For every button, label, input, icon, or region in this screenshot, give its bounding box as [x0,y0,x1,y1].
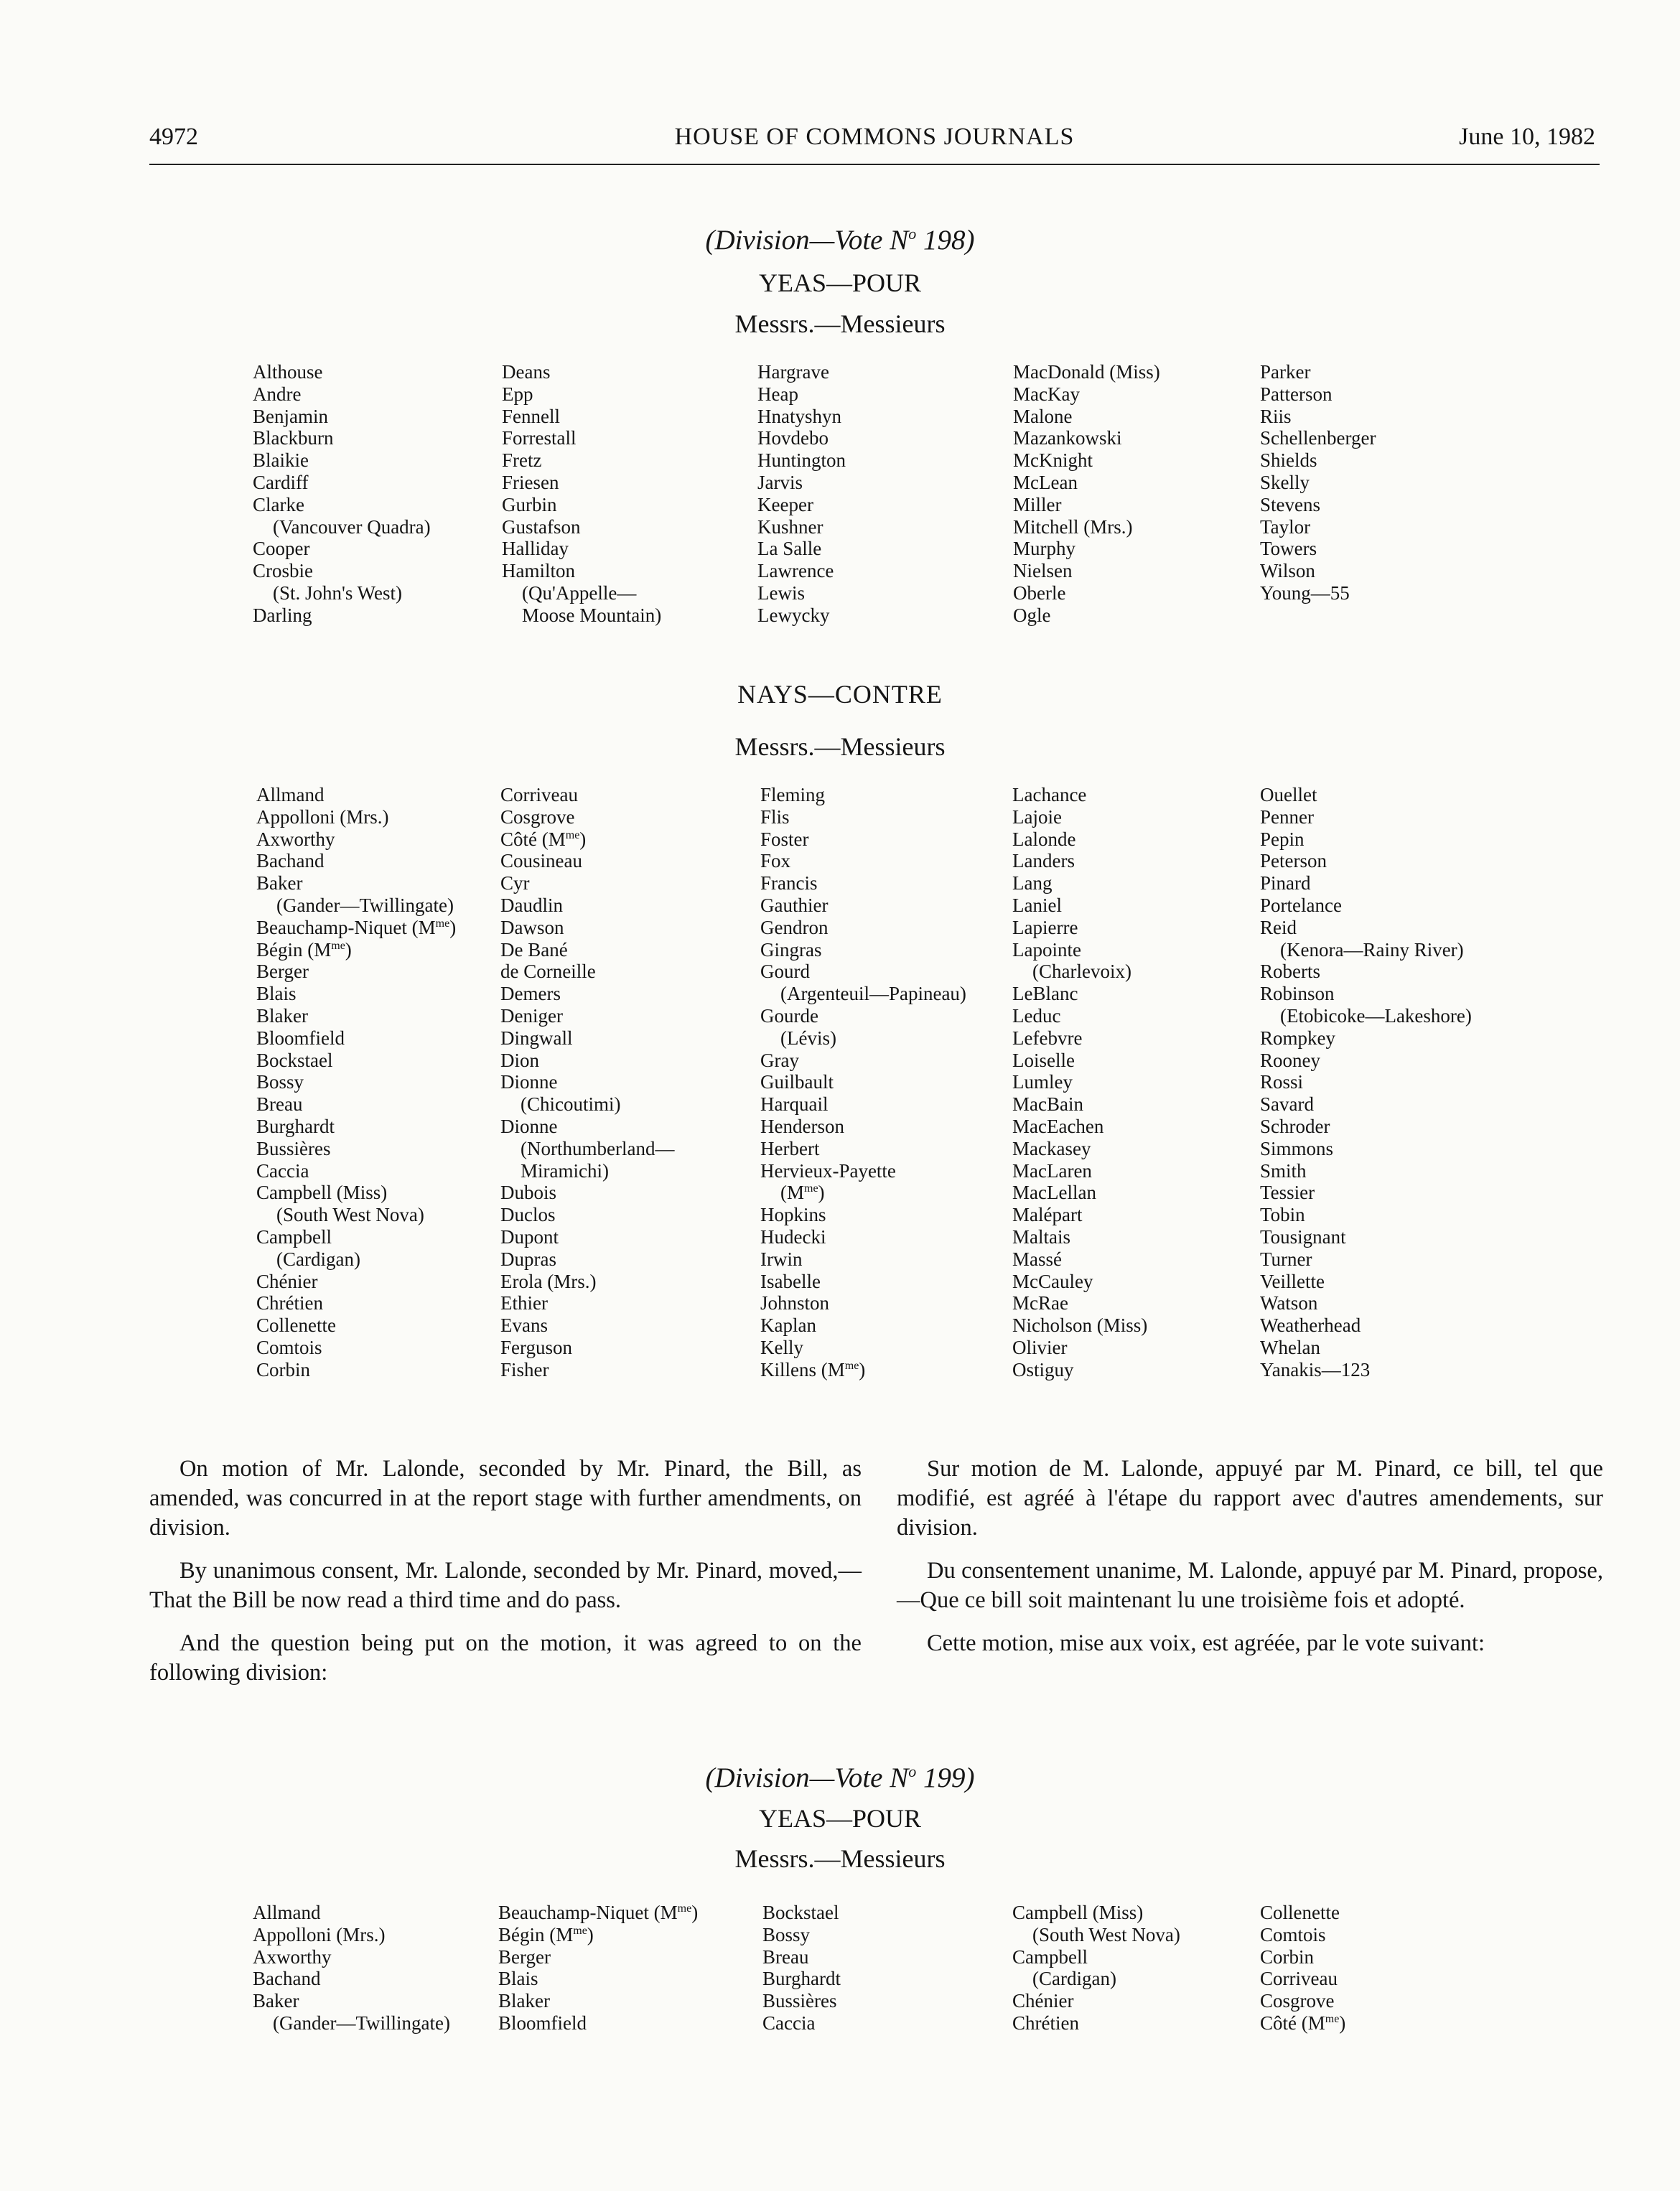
member-name: Lachance [1012,784,1087,805]
member-name: Schellenberger [1260,427,1376,449]
member-name: Hervieux-Payette [760,1159,896,1182]
member-name: Benjamin [253,405,328,427]
member-name: Allmand [253,1902,321,1923]
member-name: Burghardt [256,1115,335,1137]
member-name: Ostiguy [1012,1358,1074,1381]
member-name: Pepin [1260,828,1305,850]
member-name: Mitchell (Mrs.) [1013,515,1133,538]
member-name: Landers [1012,850,1075,872]
member-name: Savard [1260,1093,1314,1116]
member-name: Leduc [1012,1004,1061,1027]
member-name: Oberle [1013,581,1066,604]
member-name: Herbert [760,1137,820,1159]
yeas-199-column [1012,1902,1180,2034]
member-name: Towers [1260,538,1317,560]
member-name: Lawrence [757,560,834,582]
member-riding: (Qu'Appelle— [522,581,637,604]
member-riding: Moose Mountain) [522,604,662,626]
motion-paragraph: On motion of Mr. Lalonde, seconded by Mr. Pinard, the Bill, as amended, was concurred in at the report stage with further amendments, on division. [149,1456,862,1541]
member-name: Breau [256,1093,303,1116]
member-name: Reid [1260,916,1297,938]
member-name: Whelan [1260,1336,1320,1358]
yeas-198-column [502,361,661,627]
member-name: Daudlin [500,894,563,916]
member-name: Appolloni (Mrs.) [253,1923,386,1945]
member-name: de Corneille [500,961,596,983]
member-name: Mazankowski [1013,427,1122,449]
yeas-heading-199: YEAS—POUR [758,1804,922,1833]
member-name: Appolloni (Mrs.) [256,805,389,828]
yeas-198-column [1013,361,1160,627]
member-riding: (Lévis) [780,1027,836,1049]
member-riding: (Kenora—Rainy River) [1280,938,1464,961]
member-name: Massé [1012,1248,1062,1270]
member-name: Simmons [1260,1137,1334,1159]
member-name: Ouellet [1260,784,1317,805]
member-name: MacLellan [1012,1182,1096,1204]
member-name: Turner [1260,1248,1312,1270]
member-name: Caccia [762,2012,816,2034]
messrs-heading-198: Messrs.—Messieurs [734,309,946,338]
member-name: Malépart [1012,1204,1083,1226]
member-name: Blais [498,1968,538,1990]
member-name: Althouse [253,361,323,383]
member-name: Rompkey [1260,1027,1335,1049]
member-name: Dingwall [500,1027,573,1049]
nays-198-column [256,784,456,1381]
member-name: Rossi [1260,1071,1304,1093]
member-riding: (Cardigan) [1032,1968,1116,1990]
member-name: McKnight [1013,449,1093,472]
member-name: Gourd [760,961,810,983]
member-name: Hnatyshyn [757,405,841,427]
member-riding: (Vancouver Quadra) [273,515,431,538]
member-name: Shields [1260,449,1317,472]
member-name: Killens $(M^{me})$ [760,1358,866,1381]
member-riding: (Northumberland— [521,1137,675,1159]
member-name: Henderson [760,1115,844,1137]
division-198-title: (Division—Vote $N^o$ 198) [705,225,975,256]
member-name: Nicholson (Miss) [1012,1314,1148,1337]
member-name: Dionne [500,1071,558,1093]
member-name: Roberts [1260,961,1320,983]
member-riding: (Etobicoke—Lakeshore) [1280,1004,1472,1027]
member-name: Campbell [256,1225,332,1248]
page-header [149,121,1600,165]
member-name: Dupont [500,1225,559,1248]
member-riding: (Charlevoix) [1032,961,1131,983]
member-name: McLean [1013,471,1078,493]
member-name: Cosgrove [1260,1990,1335,2012]
member-riding: (Gander—Twillingate) [276,894,454,916]
member-name: Tousignant [1260,1225,1346,1248]
member-riding: (St. John's West) [273,581,402,604]
member-riding: (Cardigan) [276,1248,360,1270]
member-name: Cyr [500,872,530,894]
member-name: Dawson [500,916,564,938]
member-name: Portelance [1260,894,1342,916]
member-name: Johnston [760,1292,830,1314]
member-name: Rooney [1260,1049,1320,1071]
member-name: Evans [500,1314,548,1337]
member-riding: (South West Nova) [1032,1923,1180,1945]
member-name: Gurbin [502,493,557,515]
member-name: Campbell (Miss) [256,1182,388,1204]
member-name: Tessier [1260,1182,1315,1204]
member-name: Berger [256,961,309,983]
journal-title: HOUSE OF COMMONS JOURNALS [674,123,1075,150]
member-name: Foster [760,828,809,850]
member-name: Lalonde [1012,828,1076,850]
member-name: MacLaren [1012,1159,1092,1182]
member-name: Cooper [253,538,310,560]
member-name: Corriveau [500,784,578,805]
member-name: Campbell (Miss) [1012,1902,1144,1923]
member-name: Halliday [502,538,569,560]
member-name: Lang [1012,872,1053,894]
member-riding: (South West Nova) [276,1204,424,1226]
member-name: Wilson [1260,560,1315,582]
member-name: Cosgrove [500,805,575,828]
member-name: MacKay [1013,383,1080,405]
yeas-199-column [498,1902,698,2034]
member-name: Corriveau [1260,1968,1338,1990]
member-name: Darling [253,604,312,626]
member-name: Campbell [1012,1945,1088,1968]
yeas-199-column [1260,1902,1345,2034]
member-name: Olivier [1012,1336,1068,1358]
member-name: Kushner [757,515,823,538]
motion-paragraph: And the question being put on the motion, it was agreed to on the following division: [149,1630,862,1686]
member-name: Riis [1260,405,1292,427]
member-name: LeBlanc [1012,983,1078,1005]
member-name: McCauley [1012,1270,1093,1292]
member-name: Côté $(M^{me})$ [500,828,587,850]
member-name: Gauthier [760,894,829,916]
member-name: Dupras [500,1248,556,1270]
member-name: Dubois [500,1182,557,1204]
member-name: Comtois [256,1336,322,1358]
member-name: Chrétien [256,1292,323,1314]
member-name: Lefebvre [1012,1027,1083,1049]
member-name: Axworthy [253,1945,332,1968]
member-name: Bloomfield [498,2012,587,2034]
journal-date: June 10, 1982 [1459,123,1595,150]
member-name: Lumley [1012,1071,1073,1093]
member-name: Kelly [760,1336,803,1358]
member-riding: $(M^{me})$ [780,1182,825,1204]
division-199-title: (Division—Vote $N^o$ 199) [705,1762,975,1793]
messrs-heading-199: Messrs.—Messieurs [734,1844,946,1873]
member-name: Blaker [498,1990,550,2012]
member-name: Parker [1260,361,1311,383]
page-number: 4972 [149,123,198,150]
member-name: MacBain [1012,1093,1083,1116]
member-name: Blais [256,983,297,1005]
member-name: Beauchamp-Niquet $(M^{me})$ [498,1902,699,1923]
yeas-198-column [757,361,846,627]
member-name: Chrétien [1012,2012,1079,2034]
member-name: Heap [757,383,798,405]
member-name: Murphy [1013,538,1075,560]
member-name: Laniel [1012,894,1062,916]
member-name: Demers [500,983,561,1005]
member-name: Taylor [1260,515,1311,538]
member-name: Watson [1260,1292,1318,1314]
member-name: Kaplan [760,1314,816,1337]
member-name: Pinard [1260,872,1311,894]
nays-198-column [1260,784,1472,1381]
yeas-heading-198: YEAS—POUR [758,268,922,297]
member-name: Blaikie [253,449,309,472]
member-name: Lapointe [1012,938,1081,961]
member-name: Hudecki [760,1225,826,1248]
member-name: Beauchamp-Niquet $(M^{me})$ [256,916,457,938]
member-name: Veillette [1260,1270,1325,1292]
member-name: Lapierre [1012,916,1078,938]
member-name: Bachand [253,1968,321,1990]
member-name: Dion [500,1049,539,1071]
member-name: Deniger [500,1004,563,1027]
member-name: MacDonald (Miss) [1013,361,1160,383]
member-name: Lajoie [1012,805,1062,828]
member-name: Erola (Mrs.) [500,1270,597,1292]
member-name: Harquail [760,1093,829,1116]
member-name: Gourde [760,1004,818,1027]
member-name: Blackburn [253,427,334,449]
member-name: Cousineau [500,850,582,872]
member-name: Burghardt [762,1968,841,1990]
member-name: Bossy [762,1923,811,1945]
member-name: Nielsen [1013,560,1073,582]
member-name: Francis [760,872,818,894]
motion-french [897,1454,1603,1672]
member-name: Robinson [1260,983,1335,1005]
member-name: Collenette [256,1314,336,1337]
member-name: Dionne [500,1115,558,1137]
member-name: Friesen [502,471,559,493]
motion-english [149,1454,862,1701]
member-name: Crosbie [253,560,313,582]
member-name: Bachand [256,850,325,872]
member-name: MacEachen [1012,1115,1104,1137]
member-name: Lewycky [757,604,830,626]
member-name: Côté $(M^{me})$ [1260,2012,1346,2034]
member-name: Blaker [256,1004,308,1027]
member-name: Bossy [256,1071,304,1093]
member-name: Irwin [760,1248,803,1270]
member-name: Bockstael [762,1902,839,1923]
member-name: Gingras [760,938,822,961]
member-name: Gray [760,1049,799,1071]
member-name: Bloomfield [256,1027,345,1049]
member-name: Smith [1260,1159,1307,1182]
member-name: Fox [760,850,791,872]
member-name: Lewis [757,581,805,604]
member-name: Duclos [500,1204,556,1226]
member-name: Axworthy [256,828,335,850]
member-name: Andre [253,383,302,405]
member-name: Hamilton [502,560,575,582]
member-name: Gendron [760,916,829,938]
member-riding: (Argenteuil—Papineau) [780,983,966,1005]
member-name: Tobin [1260,1204,1305,1226]
member-name: Baker [253,1990,299,2012]
member-name: Bégin $(M^{me})$ [256,938,352,961]
member-name: Penner [1260,805,1314,828]
member-name: Bussières [762,1990,837,2012]
member-name: Forrestall [502,427,577,449]
yeas-199-column [762,1902,841,2034]
member-riding: Miramichi) [521,1159,609,1182]
member-name: Fleming [760,784,826,805]
nays-heading-198: NAYS—CONTRE [737,680,943,709]
member-name: Chénier [1012,1990,1074,2012]
member-name: Corbin [1260,1945,1315,1968]
member-name: Deans [502,361,551,383]
member-name: Bégin $(M^{me})$ [498,1923,594,1945]
member-name: Malone [1013,405,1073,427]
member-name: La Salle [757,538,822,560]
member-name: Ferguson [500,1336,573,1358]
motion-paragraph: By unanimous consent, Mr. Lalonde, seconded by Mr. Pinard, moved,—That the Bill be now read a third time and do pass. [149,1558,862,1613]
member-name: Jarvis [757,471,803,493]
member-riding: (Gander—Twillingate) [273,2012,451,2034]
member-name: Fennell [502,405,560,427]
member-name: Young—55 [1260,581,1350,604]
member-name: Maltais [1012,1225,1070,1248]
member-name: Fretz [502,449,542,472]
member-name: Schroder [1260,1115,1330,1137]
member-name: Guilbault [760,1071,834,1093]
member-riding: (Chicoutimi) [521,1093,621,1116]
member-name: Isabelle [760,1270,821,1292]
motion-paragraph: Du consentement unanime, M. Lalonde, appuyé par M. Pinard, propose,—Que ce bill soit maintenant lu une troisième fois et adopté. [897,1558,1603,1613]
member-name: Hopkins [760,1204,826,1226]
member-name: McRae [1012,1292,1068,1314]
member-name: Mackasey [1012,1137,1091,1159]
member-name: Ogle [1013,604,1051,626]
nays-198-column [500,784,674,1381]
nays-198-column [1012,784,1147,1381]
member-name: Ethier [500,1292,548,1314]
messrs-heading-198-nays: Messrs.—Messieurs [734,732,946,761]
member-name: Fisher [500,1358,549,1381]
member-name: Peterson [1260,850,1327,872]
yeas-199-column [253,1902,450,2034]
member-name: Stevens [1260,493,1320,515]
member-name: Miller [1013,493,1062,515]
member-name: Clarke [253,493,304,515]
member-name: Collenette [1260,1902,1340,1923]
member-name: Bockstael [256,1049,333,1071]
member-name: Flis [760,805,790,828]
member-name: Comtois [1260,1923,1326,1945]
member-name: De Bané [500,938,568,961]
member-name: Hargrave [757,361,829,383]
nays-198-column [760,784,966,1381]
member-name: Allmand [256,784,325,805]
member-name: Huntington [757,449,846,472]
member-name: Skelly [1260,471,1310,493]
member-name: Bussières [256,1137,331,1159]
member-name: Caccia [256,1159,309,1182]
member-name: Hovdebo [757,427,829,449]
member-name: Yanakis—123 [1260,1358,1371,1381]
motion-paragraph: Cette motion, mise aux voix, est agréée, par le vote suivant: [927,1630,1485,1656]
member-name: Loiselle [1012,1049,1075,1071]
member-name: Cardiff [253,471,309,493]
member-name: Weatherhead [1260,1314,1361,1337]
motion-paragraph: Sur motion de M. Lalonde, appuyé par M. Pinard, ce bill, tel que modifié, est agréé à l'étape du rapport avec d'autres amendements, sur division. [897,1456,1603,1541]
member-name: Chénier [256,1270,318,1292]
yeas-198-column [1260,361,1376,604]
member-name: Corbin [256,1358,311,1381]
member-name: Keeper [757,493,813,515]
member-name: Berger [498,1945,551,1968]
member-name: Gustafson [502,515,581,538]
yeas-198-column [253,361,431,627]
member-name: Patterson [1260,383,1333,405]
member-name: Breau [762,1945,809,1968]
member-name: Epp [502,383,533,405]
member-name: Baker [256,872,303,894]
